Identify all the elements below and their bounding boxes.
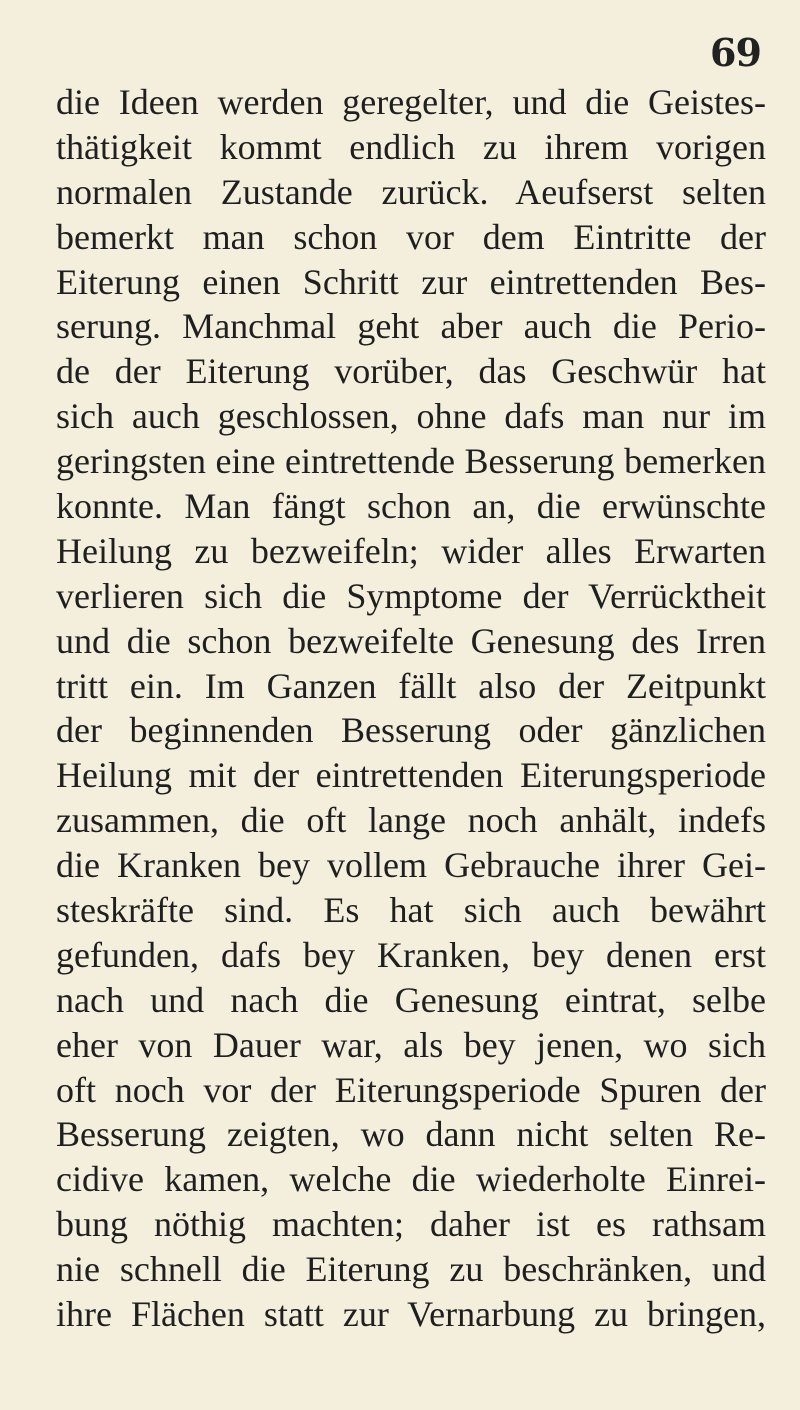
text-line: zusammen, die oft lange noch anhält, indefs	[56, 800, 766, 841]
text-line: oft noch vor der Eiterungsperiode Spuren der	[56, 1069, 766, 1110]
text-line: nie schnell die Eiterung zu beschränken, und	[56, 1249, 766, 1290]
text-line: sich auch geschlossen, ohne dafs man nur im	[56, 396, 766, 437]
text-line: steskräfte sind. Es hat sich auch bewährt	[56, 890, 766, 931]
text-line: und die schon bezweifelte Genesung des Irren	[56, 620, 766, 661]
text-line: serung. Manchmal geht aber auch die Perio-	[56, 306, 766, 347]
text-line: Heilung zu bezweifeln; wider alles Erwarten	[56, 530, 766, 571]
text-line: verlieren sich die Symptome der Verrücktheit	[56, 575, 766, 616]
body-text	[56, 80, 766, 1337]
text-line: ihre Flächen statt zur Vernarbung zu bringen,	[56, 1294, 766, 1335]
text-line: tritt ein. Im Ganzen fällt also der Zeitpunkt	[56, 665, 766, 706]
text-line: gefunden, dafs bey Kranken, bey denen erst	[56, 934, 766, 975]
text-line: de der Eiterung vorüber, das Geschwür hat	[56, 351, 766, 392]
text-line: konnte. Man fängt schon an, die erwünschte	[56, 486, 766, 527]
text-line: die Kranken bey vollem Gebrauche ihrer Gei-	[56, 845, 766, 886]
text-line: eher von Dauer war, als bey jenen, wo sich	[56, 1024, 766, 1065]
text-line: nach und nach die Genesung eintrat, selbe	[56, 979, 766, 1020]
text-line: normalen Zustande zurück. Aeufserst selten	[56, 171, 766, 212]
text-line: die Ideen werden geregelter, und die Geistes-	[56, 82, 766, 122]
text-line: bung nöthig machten; daher ist es rathsam	[56, 1204, 766, 1245]
page-number: 69	[710, 30, 761, 75]
text-line: geringsten eine eintrettende Besserung bemerken	[56, 441, 766, 482]
text-line: bemerkt man schon vor dem Eintritte der	[56, 216, 766, 257]
text-line: cidive kamen, welche die wiederholte Einrei-	[56, 1159, 766, 1200]
text-line: Eiterung einen Schritt zur eintrettenden Bes-	[56, 261, 766, 302]
text-line: Heilung mit der eintrettenden Eiterungsperiode	[56, 755, 766, 796]
text-line: Besserung zeigten, wo dann nicht selten Re-	[56, 1114, 766, 1155]
text-line: der beginnenden Besserung oder gänzlichen	[56, 710, 766, 751]
text-line: thätigkeit kommt endlich zu ihrem vorigen	[56, 126, 766, 167]
